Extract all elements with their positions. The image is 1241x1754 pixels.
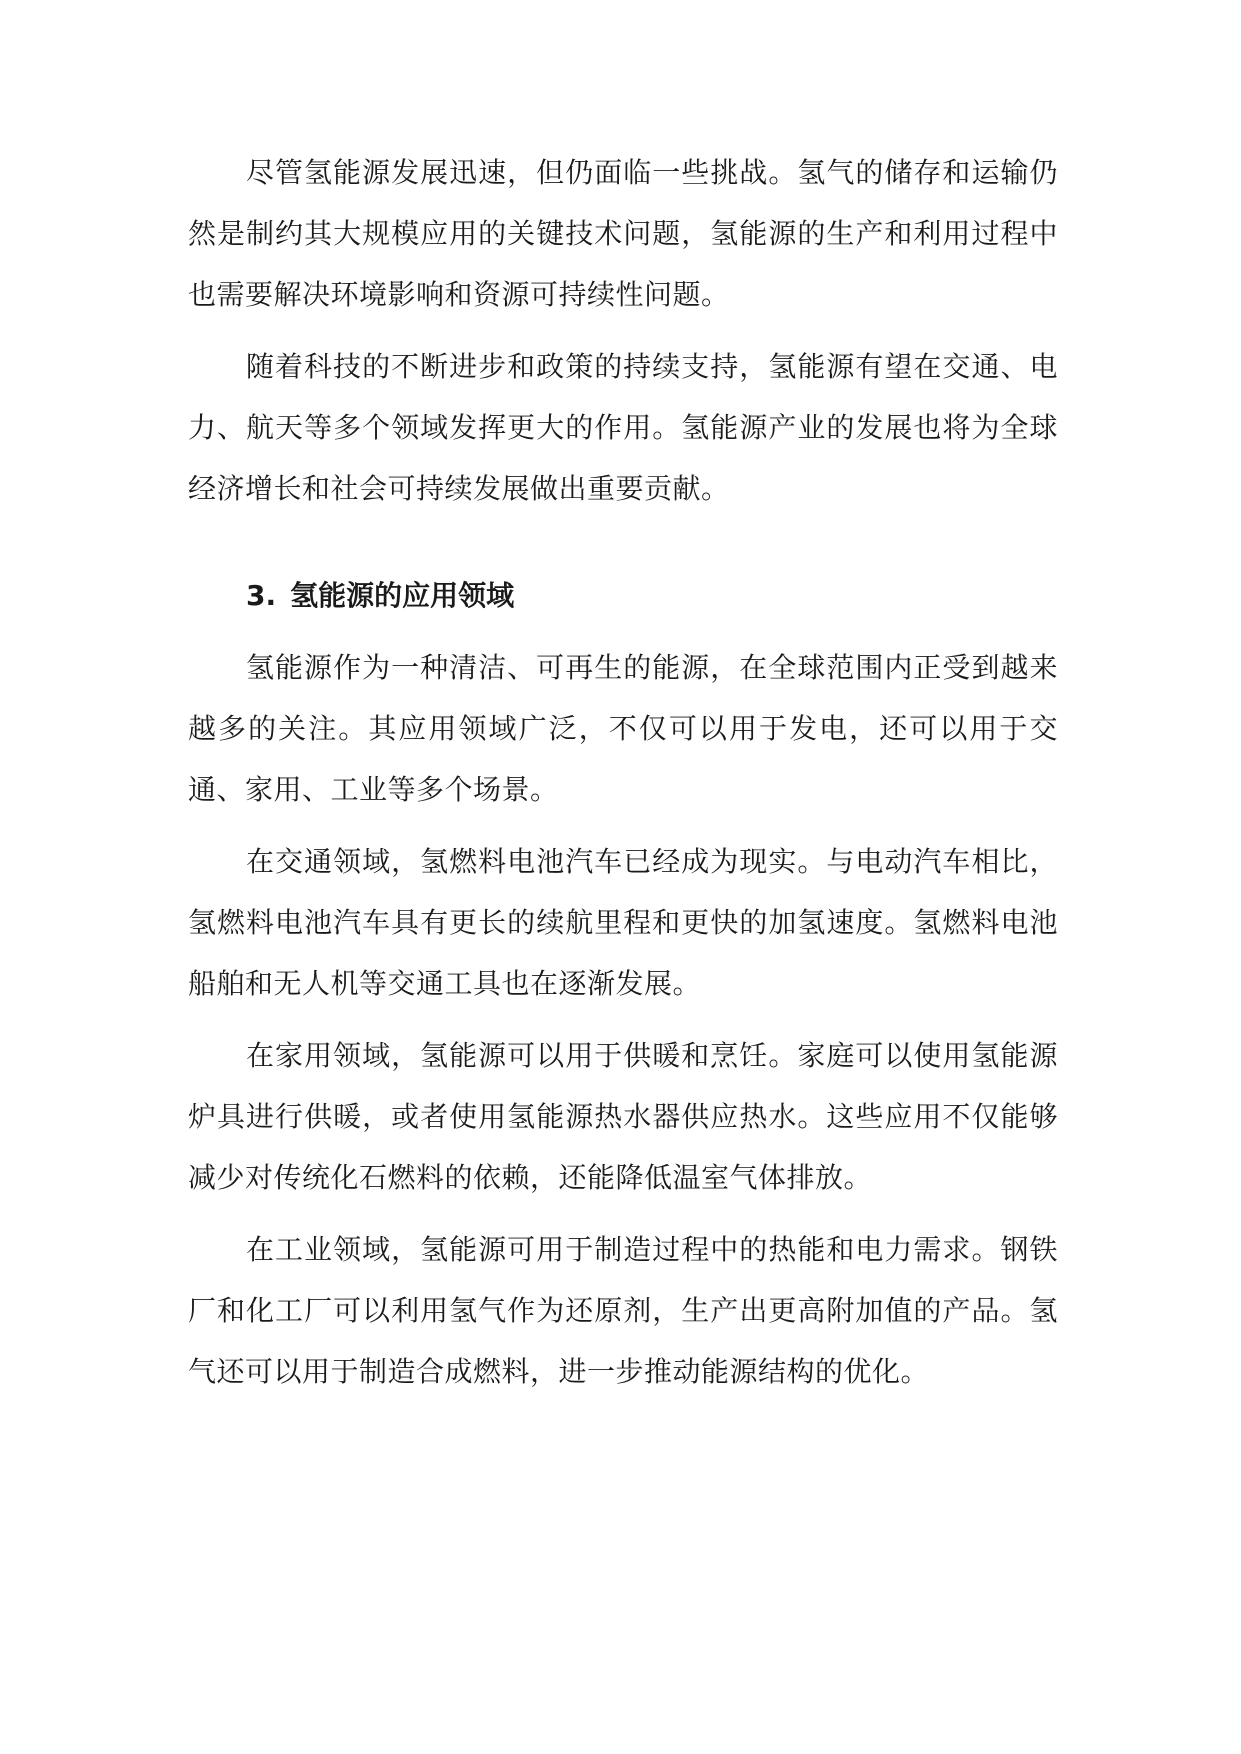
paragraph-outlook: 随着科技的不断进步和政策的持续支持，氢能源有望在交通、电力、航天等多个领域发挥更大的作用。氢能源产业的发展也将为全球经济增长和社会可持续发展做出重要贡献。 xyxy=(188,350,1058,505)
paragraph-challenges: 尽管氢能源发展迅速，但仍面临一些挑战。氢气的储存和运输仍然是制约其大规模应用的关键技术问题，氢能源的生产和利用过程中也需要解决环境影响和资源可持续性问题。 xyxy=(188,156,1058,311)
section-heading xyxy=(188,565,1058,626)
section-title: 氢能源的应用领域 xyxy=(290,579,515,612)
paragraph-industry: 在工业领域，氢能源可用于制造过程中的热能和电力需求。钢铁厂和化工厂可以利用氢气作为还原剂，生产出更高附加值的产品。氢气还可以用于制造合成燃料，进一步推动能源结构的优化。 xyxy=(188,1233,1058,1388)
paragraph-household: 在家用领域，氢能源可以用于供暖和烹饪。家庭可以使用氢能源炉具进行供暖，或者使用氢能源热水器供应热水。这些应用不仅能够减少对传统化石燃料的依赖，还能降低温室气体排放。 xyxy=(188,1039,1058,1194)
section-number: 3. xyxy=(246,579,277,612)
document-page xyxy=(188,142,1058,1413)
paragraph-intro: 氢能源作为一种清洁、可再生的能源，在全球范围内正受到越来越多的关注。其应用领域广泛，不仅可以用于发电，还可以用于交通、家用、工业等多个场景。 xyxy=(188,651,1058,806)
paragraph-transport: 在交通领域，氢燃料电池汽车已经成为现实。与电动汽车相比，氢燃料电池汽车具有更长的续航里程和更快的加氢速度。氢燃料电池船舶和无人机等交通工具也在逐渐发展。 xyxy=(188,845,1058,1000)
